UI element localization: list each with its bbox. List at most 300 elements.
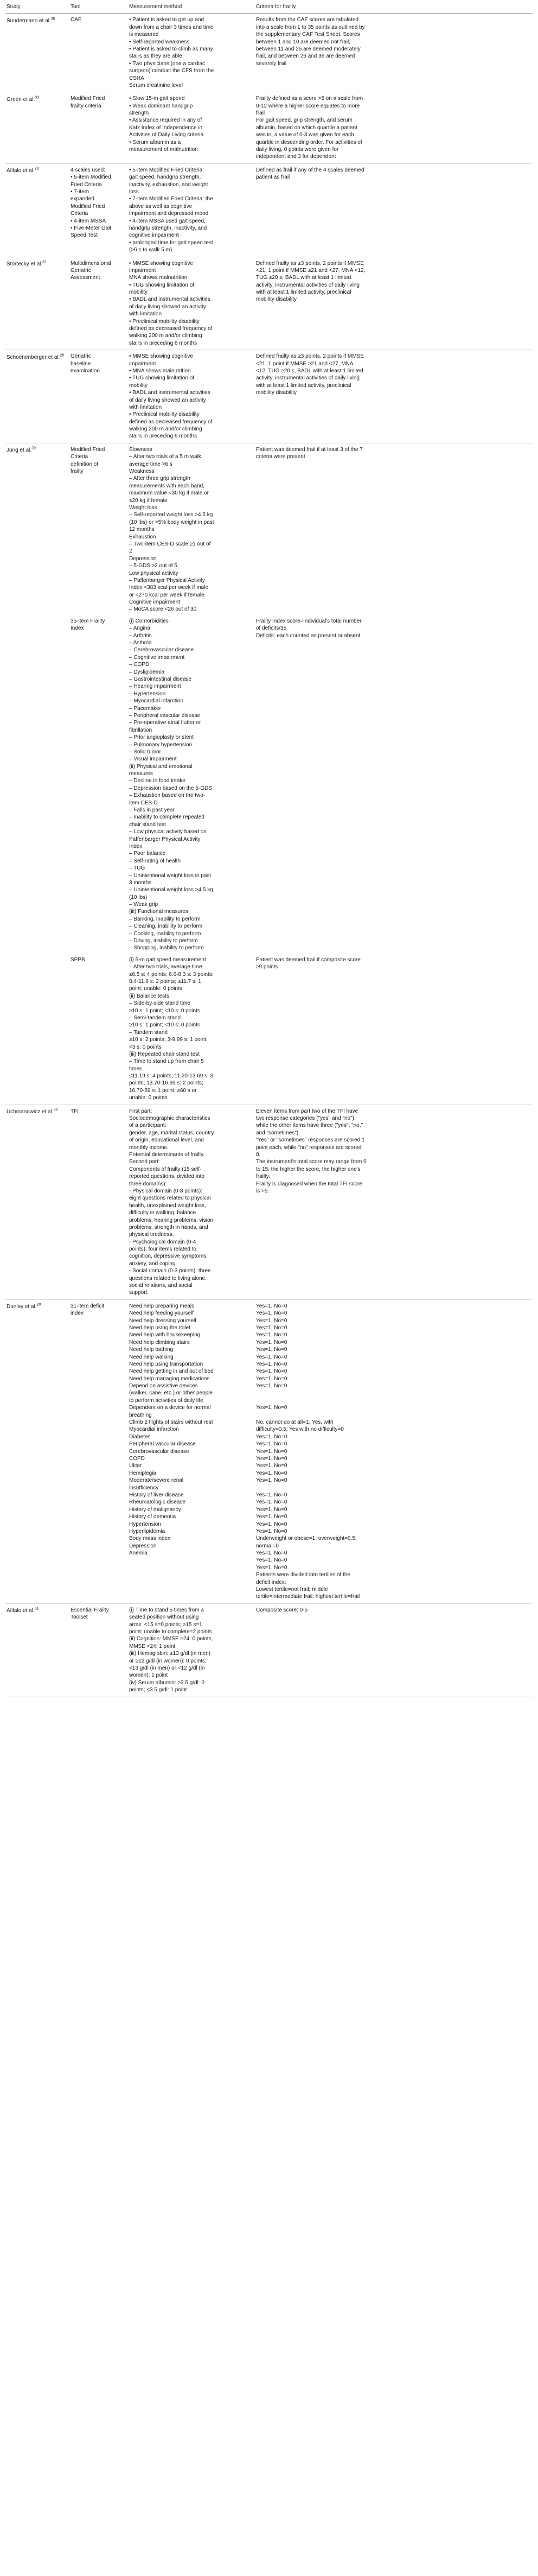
- cell-line: Yes=1, No=0: [256, 1433, 287, 1440]
- cell-line: Lowest tertile=not frail; middle: [256, 1587, 328, 1593]
- tool-cell: [69, 1607, 128, 1694]
- cell-line: with limitation: [129, 311, 162, 318]
- cell-line: • Serum albumin as a: [129, 139, 181, 145]
- cell-line: – Arthritis: [129, 632, 152, 639]
- cell-line: Cerebrovascular disease: [129, 1448, 189, 1455]
- cell-line: CSHA: [129, 75, 144, 81]
- cell-line: Hyperlipidemia: [129, 1528, 165, 1534]
- cell-line: physical tiredness.: [129, 1232, 174, 1238]
- cell-line: • BADL and instrumental activities: [129, 296, 210, 303]
- cell-line: mobility disability: [256, 296, 297, 303]
- criteria-cell: [254, 353, 372, 440]
- cell-line: stairs as they are able: [129, 53, 182, 60]
- cell-line: For gait speed, grip strength, and serum: [256, 117, 353, 124]
- cell-line: (walker, cane, etc.) or other people: [129, 1390, 213, 1397]
- cell-line: ≤6.5 s: 4 points; 6.6-8.3 s: 3 points;: [129, 971, 214, 978]
- cell-line: 12 months: [129, 526, 155, 533]
- cell-line: No, cannot do at all=1; Yes, with: [256, 1419, 334, 1426]
- cell-line: Yes=1, No=0: [256, 1448, 287, 1455]
- cell-line: Index <383 kcal per week if male: [129, 585, 208, 591]
- cell-line: times: [129, 1065, 142, 1072]
- cell-line: 3 months: [129, 879, 152, 886]
- cell-line: 0-12 where a higher score equates to more: [256, 103, 360, 109]
- cell-line: measurements with each hand,: [129, 483, 204, 489]
- cell-line: between 11 and 25 are deemed moderately: [256, 46, 361, 52]
- cell-line: Toolset: [71, 1614, 88, 1621]
- cell-line: Slowness: [129, 446, 152, 453]
- cell-line: Diabetes: [129, 1433, 151, 1440]
- cell-line: Yes=1, No=0: [256, 1354, 287, 1360]
- tool-cell: [69, 618, 128, 952]
- cell-line: Yes=1, No=0: [256, 1470, 287, 1476]
- cell-line: Yes=1, No=0: [256, 1514, 287, 1520]
- cell-line: • 4-item MSSA: [71, 218, 106, 224]
- table-row: [5, 1604, 533, 1697]
- cell-line: • 5-item Modified: [71, 174, 111, 181]
- cell-line: Need help getting in and out of bed: [129, 1368, 214, 1375]
- measurement-cell: [128, 16, 254, 89]
- table-row: [5, 1300, 533, 1604]
- tool-cell: [69, 956, 128, 1102]
- cell-line: defined as decreased frequency of: [129, 418, 213, 425]
- criteria-cell: [254, 1108, 372, 1297]
- cell-line: frail, and between 26 and 36 are deemed: [256, 53, 355, 60]
- cell-line: activity, instrumental activities of daily living: [256, 375, 360, 382]
- cell-line: seated position without using: [129, 1614, 199, 1621]
- cell-line: – Pulmonary hypertension: [129, 741, 193, 748]
- cell-line: • Slow 15-m gait speed: [129, 96, 185, 102]
- cell-line: loss: [129, 188, 139, 195]
- cell-line: activity, instrumental activities of daily living: [256, 282, 360, 288]
- cell-line: - Social domain (0-3 points): three: [129, 1268, 211, 1274]
- cell-line: • 7-item: [71, 188, 89, 195]
- table-row: [5, 14, 533, 92]
- tool-cell: [69, 353, 128, 440]
- cell-line: – Tandem stand: [129, 1029, 168, 1036]
- cell-line: Body mass index: [129, 1536, 171, 1542]
- measurement-cell: [128, 1108, 254, 1297]
- cell-line: Modified Fried: [71, 96, 105, 102]
- cell-line: Low physical activity: [129, 570, 178, 576]
- cell-line: • TUG showing limitation of: [129, 282, 195, 288]
- cell-line: Hemiplegia: [129, 1470, 157, 1476]
- cell-line: Climb 2 flights of stairs without rest: [129, 1419, 213, 1426]
- cell-line: Results from the CAF scores are tabulated: [256, 17, 358, 23]
- cell-line: criteria were present: [256, 454, 305, 460]
- cell-line: handgrip strength, inactivity, and: [129, 225, 207, 231]
- tool-cell: [69, 260, 128, 347]
- study-reference: [7, 1608, 39, 1614]
- cell-line: Need help preparing meals: [129, 1303, 195, 1309]
- cell-line: Depression: [129, 1543, 157, 1549]
- table-row: [5, 954, 533, 1105]
- cell-line: Yes=1, No=0: [256, 1310, 287, 1317]
- cell-line: Yes=1, No=0: [256, 1383, 287, 1389]
- cell-line: TFI: [71, 1108, 79, 1114]
- cell-line: – Self-reported weight loss >4.5 kg: [129, 512, 213, 518]
- study-author: Uchmanowicz et al.: [7, 1108, 54, 1115]
- cell-line: "Yes" or "sometimes" responses are scored 1: [256, 1137, 365, 1144]
- cell-line: Weight loss: [129, 505, 157, 511]
- cell-line: mobility: [129, 289, 148, 296]
- cell-line: difficulty=0.5; Yes with no difficulty=0: [256, 1426, 344, 1433]
- cell-line: of daily living showed an activity: [129, 303, 206, 310]
- cell-line: – Unintentional weight loss in past: [129, 872, 212, 879]
- cell-line: CAF: [71, 17, 81, 23]
- cell-line: – Dyslipidemia: [129, 669, 165, 675]
- cell-line: eight questions related to physical: [129, 1195, 211, 1202]
- cell-line: with at least 1 limited activity, preclinical: [256, 382, 351, 389]
- cell-line: – Side-by-side stand time: [129, 1000, 190, 1007]
- cell-line: support.: [129, 1290, 149, 1296]
- cell-line: Anemia: [129, 1550, 148, 1557]
- cell-line: inactivity, exhaustion, and weight: [129, 181, 208, 188]
- cell-line: points; 13.70-16.69 s: 2 points;: [129, 1080, 203, 1087]
- cell-line: Yes=1, No=0: [256, 1441, 287, 1448]
- cell-line: down from a chair 3 times and time: [129, 24, 214, 30]
- cell-line: Need help walking: [129, 1354, 174, 1360]
- cell-line: • Five-Meter Gait: [71, 225, 112, 231]
- measurement-cell: [128, 956, 254, 1102]
- cell-line: • Preclinical mobility disability: [129, 411, 200, 418]
- cell-line: maximum value <30 kg if male or: [129, 490, 209, 497]
- cell-line: Yes=1, No=0: [256, 1550, 287, 1557]
- cell-line: walking 200 m and/or climbing: [129, 426, 202, 433]
- cell-line: Composite score: 0-5: [256, 1607, 308, 1613]
- cell-line: difficulty in walking, balance: [129, 1210, 196, 1216]
- cell-line: Index: [129, 843, 143, 849]
- cell-line: Multidimensional: [71, 260, 111, 267]
- cell-line: Fried Criteria: [71, 181, 102, 188]
- cell-line: Yes=1, No=0: [256, 1521, 287, 1527]
- cell-line: – Decline in food intake: [129, 778, 185, 784]
- cell-line: Criteria: [71, 211, 88, 217]
- cell-line: cognitive impairment: [129, 232, 179, 239]
- cell-line: • Preclinical mobility disability: [129, 318, 200, 325]
- study-reference: [7, 168, 39, 174]
- cell-line: frailty.: [256, 1173, 270, 1180]
- cell-line: (10 lbs) or >5% body weight in past: [129, 519, 214, 525]
- cell-line: daily living, 0 points were given for: [256, 147, 339, 153]
- cell-line: Yes=1, No=0: [256, 1332, 287, 1338]
- cell-line: Eleven items from part two of the TFI have: [256, 1108, 358, 1114]
- cell-line: Deficits: each counted as present or absent: [256, 632, 361, 639]
- cell-line: – MoCA score <26 out of 30: [129, 606, 197, 613]
- criteria-cell: [254, 1303, 372, 1601]
- study-author: Dunlay et al.: [7, 1304, 37, 1310]
- cell-line: (iii) Repeated chair stand test: [129, 1051, 200, 1057]
- cell-line: – Shopping, inability to perform: [129, 945, 204, 951]
- table-row: [5, 1105, 533, 1300]
- cell-line: between 1 and 10 are deemed not frail,: [256, 39, 351, 45]
- cell-line: Yes=1, No=0: [256, 1324, 287, 1331]
- table-row: [5, 443, 533, 615]
- cell-line: • 7-item Modified Fried Criteria: the: [129, 196, 213, 202]
- cell-line: Weakness: [129, 468, 155, 475]
- cell-line: or <270 kcal per week if female: [129, 592, 204, 598]
- cell-line: Yes=1, No=0: [256, 1564, 287, 1571]
- cell-line: breathing: [129, 1412, 152, 1418]
- measurement-cell: [128, 1607, 254, 1694]
- cell-line: – Falls in past year: [129, 807, 175, 814]
- cell-line: patient as frail: [256, 174, 290, 181]
- cell-line: Need help using the toilet: [129, 1324, 190, 1331]
- cell-line: with at least 1 limited activity, preclinical: [256, 289, 351, 296]
- cell-line: • Patient is asked to climb as many: [129, 46, 213, 52]
- citation-number: 32: [53, 1108, 58, 1112]
- cell-line: <13 g/dl (in men) or <12 g/dl (in: [129, 1665, 205, 1671]
- cell-line: Second part:: [129, 1159, 160, 1165]
- measurement-cell: [128, 260, 254, 347]
- measurement-cell: [128, 618, 254, 952]
- cell-line: (10 lbs): [129, 894, 148, 900]
- cell-line: (iii) Hemoglobin: ≥13 g/dl (in men): [129, 1651, 210, 1657]
- cell-line: First part:: [129, 1108, 152, 1114]
- cell-line: Yes=1, No=0: [256, 1456, 287, 1462]
- cell-line: – Banking, inability to perform: [129, 916, 201, 922]
- cell-line: History of dementia: [129, 1514, 176, 1520]
- cell-line: questions related to living alone,: [129, 1275, 207, 1281]
- cell-line: Yes=1, No=0: [256, 1361, 287, 1367]
- cell-line: (i) 5-m gait speed measurement: [129, 956, 206, 963]
- study-reference: [7, 354, 64, 360]
- cell-line: – Depression based on the 5-GDS: [129, 785, 212, 791]
- cell-line: – COPD: [129, 662, 150, 668]
- cell-line: mobility: [129, 382, 148, 389]
- cell-line: – Cooking, inability to perform: [129, 930, 201, 937]
- cell-line: while the other items have three ("yes", "no,": [256, 1122, 363, 1129]
- cell-line: – Hypertension: [129, 690, 166, 697]
- cell-line: TUG ≥20 s, BADL with at least 1 limited: [256, 275, 351, 281]
- cell-line: – Visual impairment: [129, 756, 177, 763]
- cell-line: of deficits/35: [256, 625, 287, 632]
- cell-line: gender, age, marital status, country: [129, 1130, 214, 1136]
- cell-line: ≤11.19 s: 4 points; 11.20-13.69 s: 3: [129, 1073, 214, 1080]
- cell-line: Yes=1, No=0: [256, 1557, 287, 1564]
- cell-line: of daily living showed an activity: [129, 397, 206, 403]
- cell-line: measures: [129, 771, 153, 777]
- study-cell: [5, 618, 69, 952]
- study-reference: [7, 261, 47, 267]
- cell-line: Potential determinants of frailty.: [129, 1151, 205, 1158]
- cell-line: Katz Index of Independence in: [129, 124, 203, 131]
- cell-line: – After two trials of a 5 m walk,: [129, 454, 203, 460]
- cell-line: Rheumatologic disease: [129, 1499, 185, 1506]
- cell-line: Geriatric: [71, 267, 91, 274]
- cell-line: Patient was deemed frail if at least 3 of the 7: [256, 446, 363, 453]
- table-header: [5, 2, 533, 14]
- cell-line: unable: 0 points: [129, 1095, 168, 1101]
- cell-line: (i) Time to stand 5 times from a: [129, 1607, 204, 1613]
- study-reference: [7, 447, 36, 453]
- cell-line: Frailty Index score=individual's total number: [256, 618, 362, 624]
- study-reference: [7, 18, 55, 24]
- cell-line: strength: [129, 110, 149, 117]
- cell-line: insufficiency: [129, 1484, 159, 1491]
- study-reference: [7, 97, 39, 103]
- study-reference: [7, 1304, 41, 1310]
- cell-line: Need help feeding yourself: [129, 1310, 194, 1317]
- cell-line: (>6 s to walk 5 m): [129, 247, 172, 253]
- cell-line: – Hearing impairment: [129, 683, 181, 690]
- criteria-cell: [254, 446, 372, 613]
- cell-line: was in, a value of 0-3 was given for each: [256, 132, 354, 138]
- cell-line: – Cognitive impairment: [129, 654, 185, 661]
- cell-line: – Exhaustion based on the two-: [129, 792, 206, 799]
- cell-line: ≥10 s: 1 point; <10 s: 0 points: [129, 1007, 200, 1014]
- tool-cell: [69, 16, 128, 89]
- header-study: Study: [7, 4, 21, 10]
- study-cell: [5, 1108, 69, 1297]
- criteria-cell: [254, 260, 372, 347]
- cell-line: Yes=1, No=0: [256, 1339, 287, 1346]
- cell-line: Yes=1, No=0: [256, 1375, 287, 1382]
- cell-line: (ii) Cognition: MMSE ≥24: 0 points;: [129, 1636, 213, 1642]
- citation-number: 31: [42, 260, 47, 264]
- cell-line: Yes=1, No=0: [256, 1317, 287, 1324]
- cell-line: – Time to stand up from chair 5: [129, 1058, 204, 1065]
- cell-line: problems, strength in hands, and: [129, 1224, 208, 1230]
- cell-line: defined as decreased frequency of: [129, 326, 213, 332]
- cell-line: – Semi-tandem stand: [129, 1014, 181, 1021]
- citation-number: 30: [50, 17, 55, 21]
- cell-line: 16.70-59 s: 1 point; ≥60 s or: [129, 1087, 197, 1094]
- cell-line: • MMSE showing cognitive: [129, 353, 193, 360]
- cell-line: [256, 1397, 370, 1404]
- table-row: [5, 164, 533, 257]
- study-cell: [5, 1607, 69, 1694]
- criteria-cell: [254, 618, 372, 952]
- cell-line: – Cleaning, inability to perform: [129, 923, 203, 930]
- cell-line: Myocardial infarction: [129, 1426, 179, 1433]
- cell-line: Modified Fried: [71, 203, 105, 210]
- cell-line: Modified Fried: [71, 446, 105, 453]
- cell-line: (iii) Functional measures: [129, 909, 188, 915]
- cell-line: independent and 3 for dependent: [256, 154, 336, 160]
- study-author: Afilalo et al.: [7, 168, 35, 174]
- cell-line: Depression: [129, 555, 157, 562]
- cell-line: definition of: [71, 461, 99, 467]
- cell-line: arms: <15 s=0 points; ≥15 s=1: [129, 1621, 202, 1628]
- cell-line: – Poor balance: [129, 851, 166, 857]
- cell-line: – Asthma: [129, 640, 152, 646]
- study-cell: [5, 353, 69, 440]
- cell-line: Yes=1, No=0: [256, 1499, 287, 1506]
- cell-line: points; <3.5 g/dl: 1 point: [129, 1687, 187, 1693]
- citation-number: 61: [34, 1607, 39, 1611]
- cell-line: is measured: [129, 31, 159, 38]
- cell-line: Yes=1, No=0: [256, 1492, 287, 1498]
- criteria-cell: [254, 167, 372, 254]
- study-author: Afilalo et al.: [7, 1608, 35, 1614]
- cell-line: Dependent on a device for normal: [129, 1405, 211, 1411]
- cell-line: gait speed, handgrip strength,: [129, 174, 201, 181]
- cell-line: Yes=1, No=0: [256, 1477, 287, 1484]
- measurement-cell: [128, 1303, 254, 1601]
- cell-line: • Patient is asked to get up and: [129, 17, 204, 23]
- cell-line: severely frail: [256, 60, 287, 67]
- cell-line: cognition, depressive symptoms,: [129, 1253, 208, 1260]
- citation-number: 20: [36, 1303, 41, 1307]
- cell-line: – Weak grip: [129, 902, 158, 908]
- cell-line: (ii) Physical and emotional: [129, 763, 193, 770]
- cell-line: average time >6 s: [129, 461, 172, 467]
- criteria-cell: [254, 956, 372, 1102]
- cell-line: – Two-item CES-D scale ≥1 out of: [129, 541, 211, 547]
- cell-line: – 5-GDS ≥2 out of 5: [129, 563, 177, 569]
- cell-line: – Pre-operative atrial flutter or: [129, 720, 201, 726]
- cell-line: Defined as frail if any of the 4 scales deemed: [256, 167, 364, 173]
- cell-line: • 5-item Modified Fried Criteria:: [129, 167, 204, 173]
- cell-line: ≥9 points: [256, 964, 278, 970]
- measurement-cell: [128, 446, 254, 613]
- cell-line: point each, while "no" responses are scored: [256, 1144, 362, 1151]
- cell-line: • Weak dominant handgrip: [129, 103, 193, 109]
- cell-line: - Physical domain (0-8 points):: [129, 1188, 203, 1194]
- cell-line: Defined frailty as ≥3 points, 2 points if MMSE: [256, 260, 364, 267]
- cell-line: chair stand test: [129, 821, 166, 828]
- cell-line: <21, 1 point if MMSE ≥21 and <27, MNA: [256, 360, 354, 367]
- cell-line: (ii) Balance tests: [129, 993, 169, 999]
- header-tool: Tool: [71, 4, 81, 10]
- cell-line: (i) Comorbidities: [129, 618, 169, 624]
- cell-line: examination: [71, 367, 100, 374]
- criteria-cell: [254, 95, 372, 161]
- cell-line: women): 1 point: [129, 1672, 168, 1679]
- cell-line: – Solid tumor: [129, 748, 161, 755]
- cell-line: points): four items related to: [129, 1246, 196, 1253]
- measurement-cell: [128, 167, 254, 254]
- study-author: Jung et al.: [7, 447, 32, 454]
- frailty-tools-table: [5, 2, 533, 1697]
- tool-cell: [69, 446, 128, 613]
- cell-line: 4 scales used:: [71, 167, 105, 173]
- tool-cell: [69, 95, 128, 161]
- cell-line: point; unable: 0 points: [129, 986, 182, 992]
- criteria-cell: [254, 16, 372, 89]
- cell-line: <3 s: 0 points: [129, 1044, 162, 1050]
- cell-line: • Assistance required in any of: [129, 117, 202, 124]
- cell-line: Essential Frailty: [71, 1607, 109, 1613]
- cell-line: Need help using transportation: [129, 1361, 203, 1367]
- cell-line: Geriatric: [71, 353, 91, 360]
- cell-line: Yes=1, No=0: [256, 1368, 287, 1375]
- cell-line: - Psychological domain (0-4: [129, 1239, 196, 1245]
- cell-line: Patient was deemed frail if composite score: [256, 956, 361, 963]
- cell-line: (iv) Serum albumin: ≥3.5 g/dl: 0: [129, 1679, 204, 1686]
- cell-line: – TUG: [129, 865, 145, 872]
- cell-line: mobility disability: [256, 390, 297, 396]
- cell-line: two response categories ("yes" and "no"),: [256, 1115, 356, 1122]
- cell-line: Ulcer: [129, 1463, 142, 1469]
- cell-line: Serum creatinine level: [129, 82, 183, 88]
- cell-line: 8.4-11.6 s: 2 points; ≥11.7 s: 1: [129, 979, 201, 985]
- cell-line: and "sometimes").: [256, 1130, 300, 1136]
- cell-line: three domains):: [129, 1181, 167, 1187]
- study-cell: [5, 1303, 69, 1601]
- cell-line: item CES-D: [129, 800, 158, 806]
- cell-line: Paffenbarger Physical Activity: [129, 836, 201, 842]
- table-row: [5, 615, 533, 954]
- cell-line: impairment and depressed mood: [129, 211, 209, 217]
- cell-line: <12, TUG ≥20 s, BADL with at least 1 limited: [256, 367, 363, 374]
- cell-line: History of liver disease: [129, 1492, 184, 1498]
- cell-line: Yes=1, No=0: [256, 1528, 287, 1534]
- cell-line: • Two physicians (one a cardiac: [129, 60, 206, 67]
- cell-line: Need help managing medications: [129, 1375, 210, 1382]
- cell-line: fibrillation: [129, 727, 152, 733]
- cell-line: – After three grip strength: [129, 475, 190, 482]
